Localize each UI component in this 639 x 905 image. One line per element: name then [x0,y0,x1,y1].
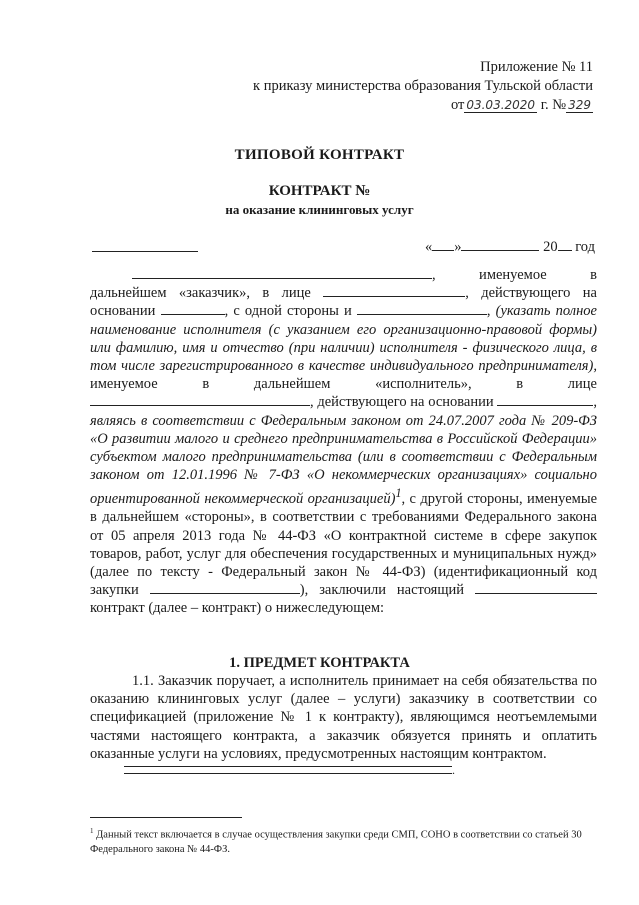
preamble-text: , действующего на основании [310,394,498,411]
preamble-text: именуемое в дальнейшем «исполнитель», в лице [90,376,597,393]
blank-line-2 [124,773,452,774]
procurement-code-blank [150,581,300,594]
preamble-text: ), заключили настоящий [299,582,475,599]
annex-date-prefix: от [450,97,465,113]
preamble-text: , именуемое в дальнейшем «заказчик», в лице [90,267,597,302]
annex-number-handwritten: 329 [568,98,591,112]
preamble [90,266,597,618]
preamble-text: , [593,394,597,411]
preamble-text: , с другой стороны, именуемые в дальнейшем «стороны», в соответствии с требованиями Федерального закона от 05 апреля 2013 года № 44-ФЗ «О контрактной системе в сфере закупок товаров, работ, услуг для обеспечения государственных и муниципальных нужд» (далее по тексту - Федеральный закон № 44-ФЗ) (идентификационный код закупки [90,491,597,599]
customer-rep-blank [323,284,465,297]
annex-number-prefix: г. № [540,97,567,113]
year-prefix: 20 [543,239,558,255]
contract-kind-blank [475,581,597,594]
contractor-basis-blank [497,393,593,406]
section-1-title: 1. ПРЕДМЕТ КОНТРАКТА [229,655,410,671]
place-blank [92,251,198,252]
preamble-text: , действующего на основании [90,285,597,320]
blank-line-1 [124,766,452,767]
annex-header [253,58,593,115]
annex-date-line [253,96,593,115]
preamble-italic-instruction: (указать полное наименование исполнителя (с указанием его организационно-правовой формы) или фамилию, имя и отчество (при наличии) исполнителя - физического лица, в том числе зарегистрированного в качестве индивидуального предпринимателя), [90,303,597,375]
contract-heading: КОНТРАКТ № [268,183,371,199]
date-close-quote: » [454,239,462,255]
day-blank [432,238,454,251]
footnote-reference[interactable]: 1 [395,486,402,501]
footnote-number: 1 [90,827,94,835]
year-blank [558,238,572,251]
footnote-text: Данный текст включается в случае осуществления закупки среди СМП, СОНО в соответствии со статьей 30 Федерального закона № 44-ФЗ. [90,829,582,855]
clause-1-1-text: 1.1. Заказчик поручает, а исполнитель принимает на себя обязательства по оказанию клининговых услуг (далее – услуги) заказчику в соответствии со спецификацией (приложение № 1 к контракту), являющимся неотъемлемыми частями настоящего контракта, а заказчик обязуется принять и оплатить оказанные услуги на условиях, предусмотренных настоящим контрактом. [90,673,597,762]
clause-1-1 [90,672,597,763]
contract-subject: на оказание клининговых услуг [225,202,414,217]
contractor-name-blank [357,302,487,315]
blank-line-period: . [452,763,455,777]
preamble-text: , [486,303,496,320]
customer-name-blank [132,266,432,279]
annex-title: Приложение № 11 [480,59,593,75]
document-title: ТИПОВОЙ КОНТРАКТ [234,147,405,163]
preamble-text: контракт (далее – контракт) о нижеследующем: [90,600,385,617]
date-open-quote: « [424,239,433,255]
year-suffix: год [575,239,595,255]
contractor-rep-blank [90,393,310,406]
annex-order: к приказу министерства образования Тульской области [253,78,593,94]
customer-basis-blank [161,302,225,315]
annex-date-handwritten: 03.03.2020 [466,98,536,112]
place-date-line [92,238,595,258]
month-blank [461,238,539,251]
preamble-italic-smp: являясь в соответствии с Федеральным законом от 24.07.2007 года № 209-ФЗ «О развитии малого и среднего предпринимательства в Российской Федерации» субъектом малого предпринимательства (или в соответствии с Федеральным законом от 12.01.1996 № 7-ФЗ «О некоммерческих организациях» социально ориентированной некоммерческой организацией) [90,412,597,508]
footnote-separator [90,817,242,818]
contract-date [425,238,595,256]
preamble-paragraph [90,266,597,618]
preamble-text: , с одной стороны и [224,303,357,320]
footnote [90,824,600,857]
